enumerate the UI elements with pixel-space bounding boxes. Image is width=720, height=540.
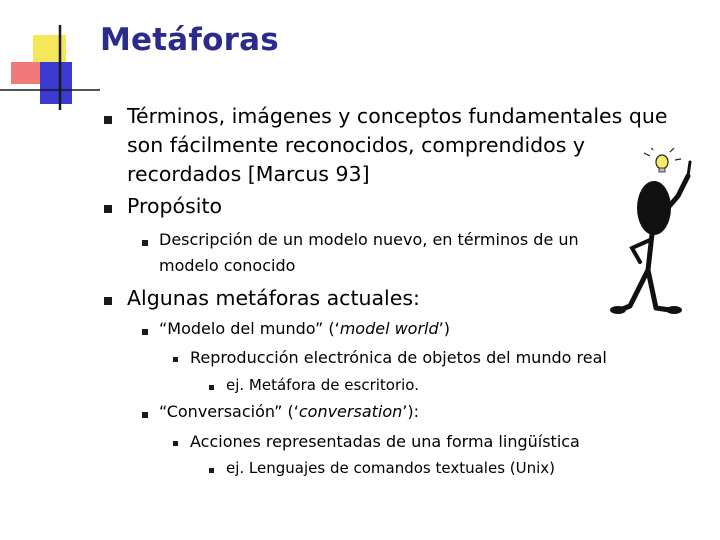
sub-sub-bullet-square: [173, 357, 178, 362]
level4-bullet-text: ej. Lenguajes de comandos textuales (Unix): [226, 459, 556, 477]
bullet-square: [104, 116, 112, 124]
bullet-text: Términos, imágenes y conceptos fundamentales que: [127, 104, 668, 128]
bullet-text: recordados [Marcus 93]: [127, 162, 370, 186]
sub-bullet-text: modelo conocido: [159, 256, 296, 275]
lightbulb-icon: [644, 148, 681, 172]
level4-bullet-square: [209, 468, 214, 473]
bullet-text: Propósito: [127, 194, 223, 218]
sub-bullet-text: Descripción de un modelo nuevo, en términos de un: [159, 230, 579, 249]
sub-bullet-text-pre: “Modelo del mundo” (‘: [159, 319, 340, 338]
sub-bullet-text-italic: conversation: [298, 402, 403, 421]
bullet-square: [104, 297, 112, 305]
sub-bullet-square: [142, 412, 148, 418]
sub-bullet-text-post: ’): [438, 319, 450, 338]
thinking-stick-figure-clipart: [590, 148, 710, 328]
sub-sub-bullet-square: [173, 441, 178, 446]
bullet-text: Algunas metáforas actuales:: [127, 286, 420, 310]
sub-bullet-square: [142, 240, 148, 246]
sub-bullet-text-post: ’):: [402, 402, 419, 421]
sub-sub-bullet-text: Acciones representadas de una forma lingüística: [190, 432, 580, 451]
sub-bullet-text-pre: “Conversación” (‘: [159, 402, 299, 421]
bullet-square: [104, 205, 112, 213]
sub-bullet-text: [159, 317, 450, 341]
level4-bullet-square: [209, 385, 214, 390]
sub-sub-bullet-text: Reproducción electrónica de objetos del mundo real: [190, 348, 607, 367]
corner-squares-decoration: [0, 0, 100, 110]
sub-bullet-text-italic: model world: [339, 319, 439, 338]
level4-bullet-text: ej. Metáfora de escritorio.: [226, 376, 419, 394]
sub-bullet-square: [142, 329, 148, 335]
slide-title: Metáforas: [100, 22, 279, 58]
sub-bullet-text: [159, 400, 419, 424]
bullet-text: son fácilmente reconocidos, comprendidos y: [127, 133, 586, 157]
